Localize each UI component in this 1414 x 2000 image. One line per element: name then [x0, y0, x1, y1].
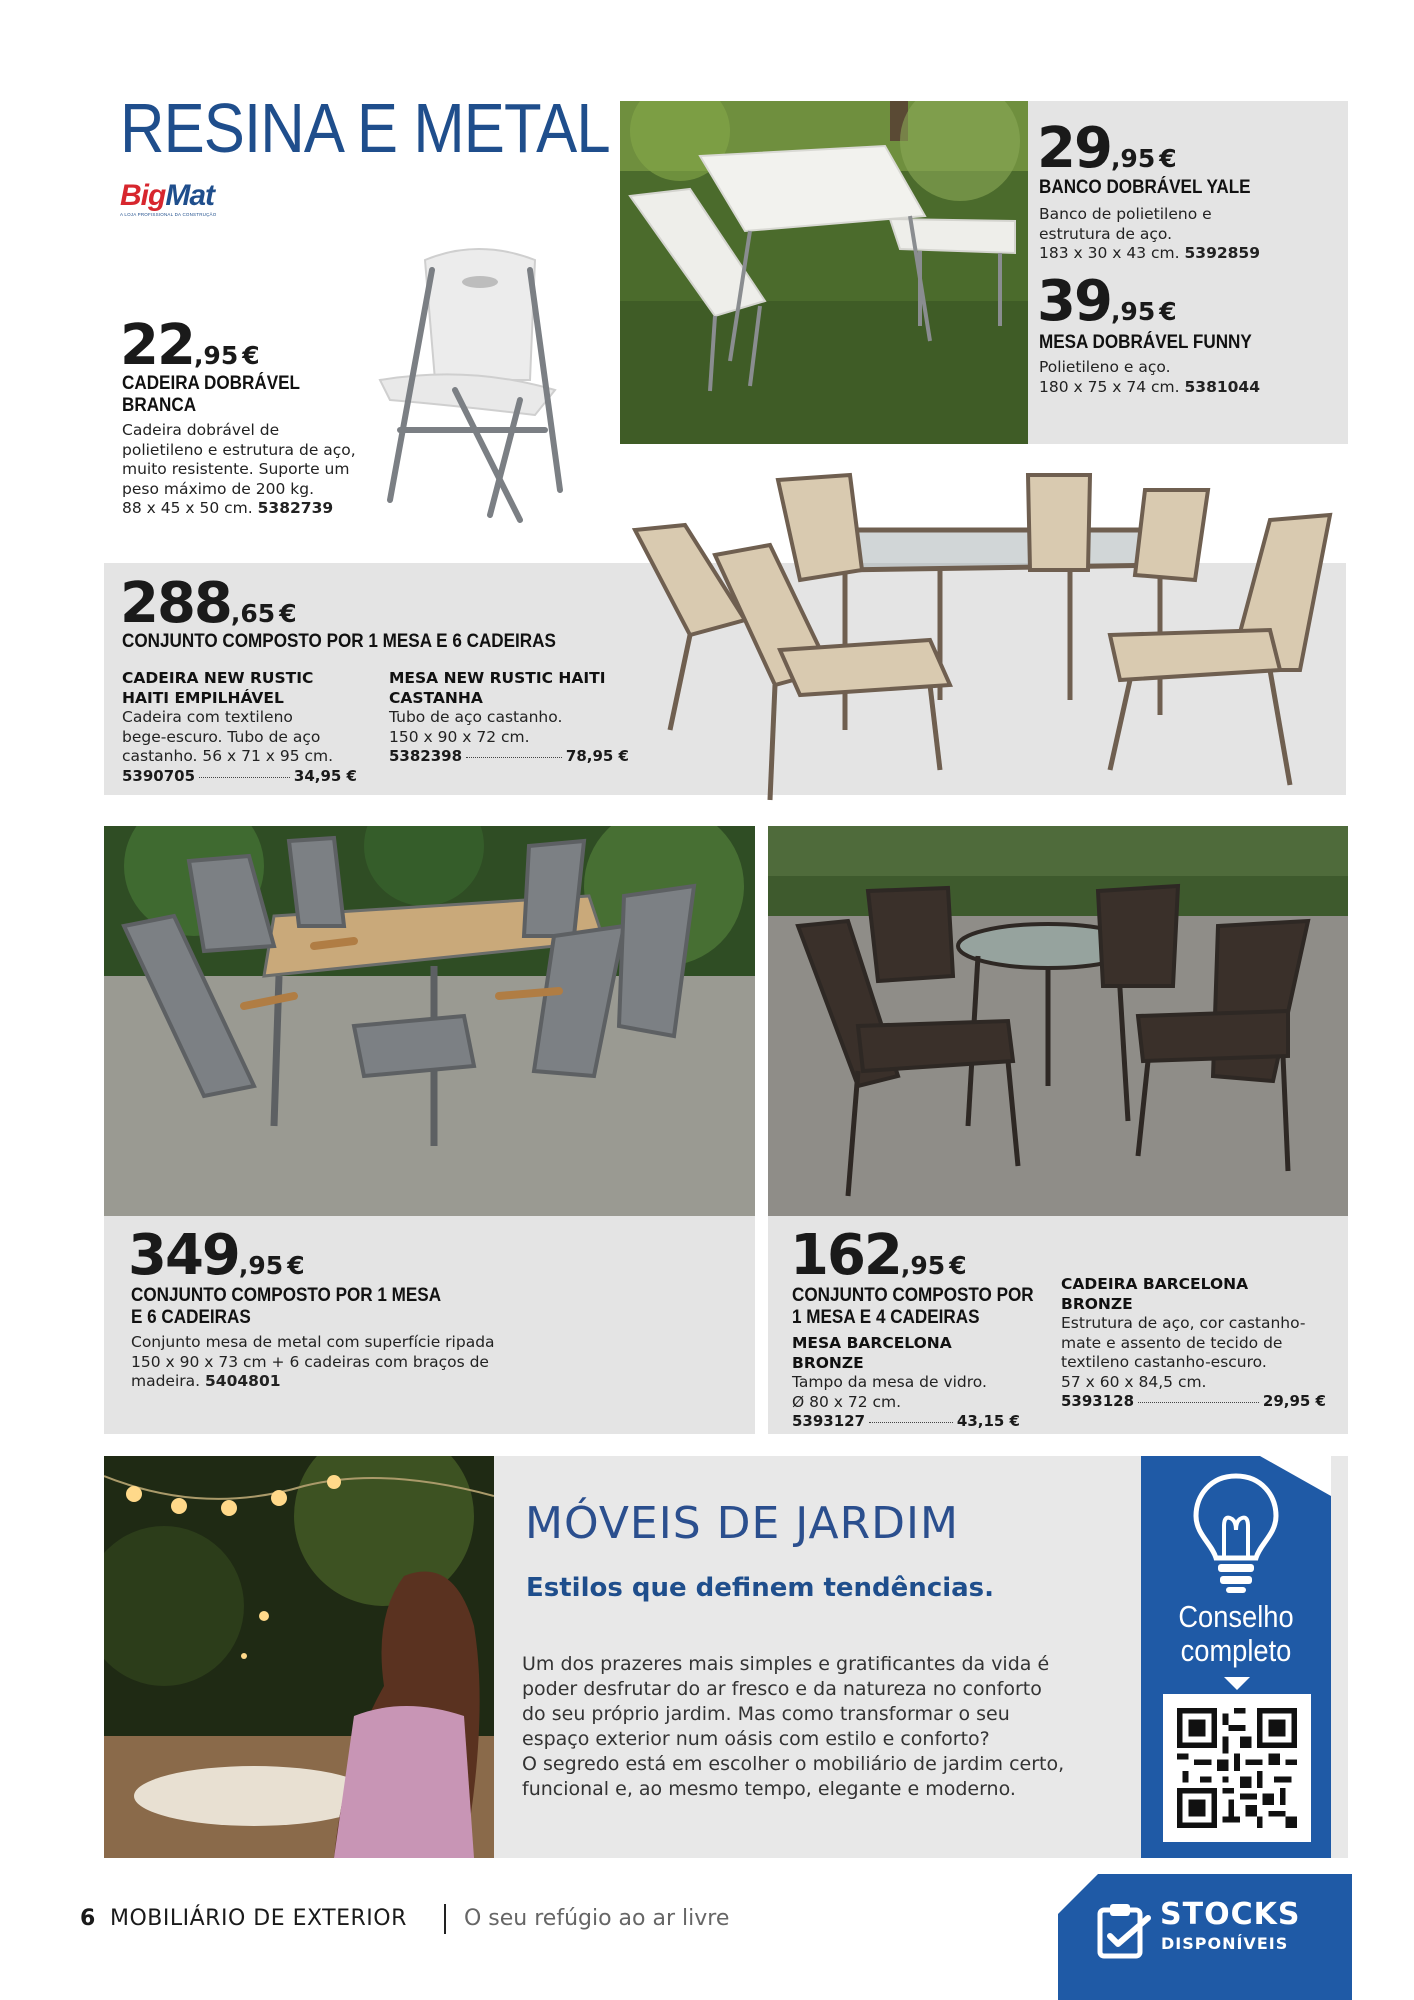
haiti-table-ref-line — [389, 747, 629, 765]
garden-body: Um dos prazeres mais simples e gratificantes da vida é poder desfrutar do ar fresco e da natureza no conforto do seu próprio jardim. Mas como transformar o seu espaço exterior num oásis com estilo e conforto? O segredo está em escolher o mobiliário de jardim certo, funcional e, ao mesmo tempo, elegante e moderno. — [522, 1653, 1065, 1800]
advice-label: Conselho completo — [1178, 1599, 1294, 1668]
bigmat-logo[interactable] — [120, 180, 226, 226]
haiti-table-block — [389, 669, 629, 765]
stocks-label: STOCKS — [1160, 1897, 1301, 1932]
barcelona-table-block — [792, 1334, 1020, 1430]
price-barcelona-chair: 29,95 € — [1262, 1392, 1326, 1410]
price-wood-set: 349,95 € — [128, 1223, 305, 1288]
garden-subtitle: Estilos que definem tendências. — [526, 1573, 995, 1603]
desc-table-funny: Polietileno e aço. 180 x 75 x 74 cm. 5381044 — [1039, 358, 1260, 396]
desc-bench-yale: Banco de polietileno e estrutura de aço. 183 x 30 x 43 cm. 5392859 — [1039, 205, 1260, 262]
stocks-corner-fold — [1058, 1874, 1098, 1914]
wood-set-photo — [104, 826, 755, 1216]
page-number: 6 — [80, 1906, 96, 1931]
ref-bench-yale: 5392859 — [1184, 244, 1260, 262]
ref-haiti-chair: 5390705 — [122, 766, 196, 785]
barcelona-table-label: MESA BARCELONA BRONZE — [792, 1334, 952, 1372]
title-barcelona-set: CONJUNTO COMPOSTO POR 1 MESA E 4 CADEIRAS — [792, 1285, 1034, 1328]
title-haiti-set: CONJUNTO COMPOSTO POR 1 MESA E 6 CADEIRAS — [122, 631, 556, 652]
barcelona-chair-label: CADEIRA BARCELONA BRONZE — [1061, 1275, 1249, 1313]
footer-section: MOBILIÁRIO DE EXTERIOR — [110, 1906, 407, 1931]
lightbulb-icon — [1190, 1470, 1282, 1595]
garden-title: MÓVEIS DE JARDIM — [525, 1498, 959, 1549]
title-bench-yale: BANCO DOBRÁVEL YALE — [1039, 177, 1251, 198]
haiti-chair-label: CADEIRA NEW RUSTIC HAITI EMPILHÁVEL — [122, 669, 314, 707]
white-chair-photo — [370, 240, 580, 525]
barcelona-set-photo — [768, 826, 1348, 1216]
ref-barcelona-table: 5393127 — [792, 1412, 866, 1430]
title-table-funny: MESA DOBRÁVEL FUNNY — [1039, 332, 1252, 353]
barcelona-chair-block — [1061, 1275, 1326, 1410]
clipboard-check-icon — [1096, 1902, 1152, 1960]
barcelona-chair-ref-line — [1061, 1392, 1326, 1410]
haiti-chair-block — [122, 669, 357, 785]
haiti-set-photo — [630, 470, 1346, 805]
price-bench-yale: 29,95 € — [1037, 116, 1177, 181]
title-white-chair: CADEIRA DOBRÁVEL BRANCA — [122, 373, 300, 416]
desc-wood-set: Conjunto mesa de metal com superfície ripada 150 x 90 x 73 cm + 6 cadeiras com braços de madeira. 5404801 — [131, 1333, 495, 1390]
ref-white-chair: 5382739 — [257, 499, 334, 517]
haiti-chair-ref-line — [122, 767, 357, 785]
price-white-chair: 22,95 € — [120, 313, 260, 378]
logo-tagline: A LOJA PROFISSIONAL DA CONSTRUÇÃO — [120, 212, 217, 217]
stocks-sublabel: DISPONÍVEIS — [1161, 1934, 1289, 1953]
price-barcelona-table: 43,15 € — [956, 1412, 1020, 1430]
haiti-chair-desc: Cadeira com textileno bege-escuro. Tubo de aço castanho. 56 x 71 x 95 cm. — [122, 708, 334, 765]
haiti-table-label: MESA NEW RUSTIC HAITI CASTANHA — [389, 669, 606, 707]
logo-wordmark: BigMat — [120, 179, 214, 212]
folding-table-photo — [620, 101, 1028, 444]
garden-party-photo — [104, 1456, 494, 1858]
desc-white-chair: Cadeira dobrável de polietileno e estrutura de aço, muito resistente. Suporte um peso máximo de 200 kg. 88 x 45 x 50 cm. 5382739 — [122, 421, 356, 517]
ref-haiti-table: 5382398 — [389, 747, 463, 765]
price-haiti-table: 78,95 € — [565, 747, 629, 765]
ref-barcelona-chair: 5393128 — [1061, 1392, 1135, 1410]
page-title: RESINA E METAL — [120, 89, 610, 167]
price-table-funny: 39,95 € — [1037, 269, 1177, 334]
barcelona-chair-desc: Estrutura de aço, cor castanho- mate e assento de tecido de textileno castanho-escuro. 57 x 60 x 84,5 cm. — [1061, 1314, 1306, 1391]
qr-code-pattern — [1177, 1708, 1297, 1828]
barcelona-table-ref-line — [792, 1412, 1020, 1430]
price-haiti-set: 288,65 € — [120, 571, 297, 636]
footer-divider — [444, 1904, 446, 1934]
haiti-table-desc: Tubo de aço castanho. 150 x 90 x 72 cm. — [389, 708, 563, 746]
caret-down-icon — [1224, 1677, 1250, 1691]
footer-tagline: O seu refúgio ao ar livre — [464, 1906, 730, 1931]
ref-table-funny: 5381044 — [1184, 377, 1260, 396]
ref-wood-set: 5404801 — [205, 1372, 281, 1390]
title-wood-set: CONJUNTO COMPOSTO POR 1 MESA E 6 CADEIRAS — [131, 1285, 442, 1328]
barcelona-table-desc: Tampo da mesa de vidro. Ø 80 x 72 cm. — [792, 1373, 987, 1411]
qr-code[interactable] — [1163, 1694, 1311, 1842]
price-haiti-chair: 34,95 € — [293, 766, 357, 785]
price-barcelona-set: 162,95 € — [790, 1223, 967, 1288]
